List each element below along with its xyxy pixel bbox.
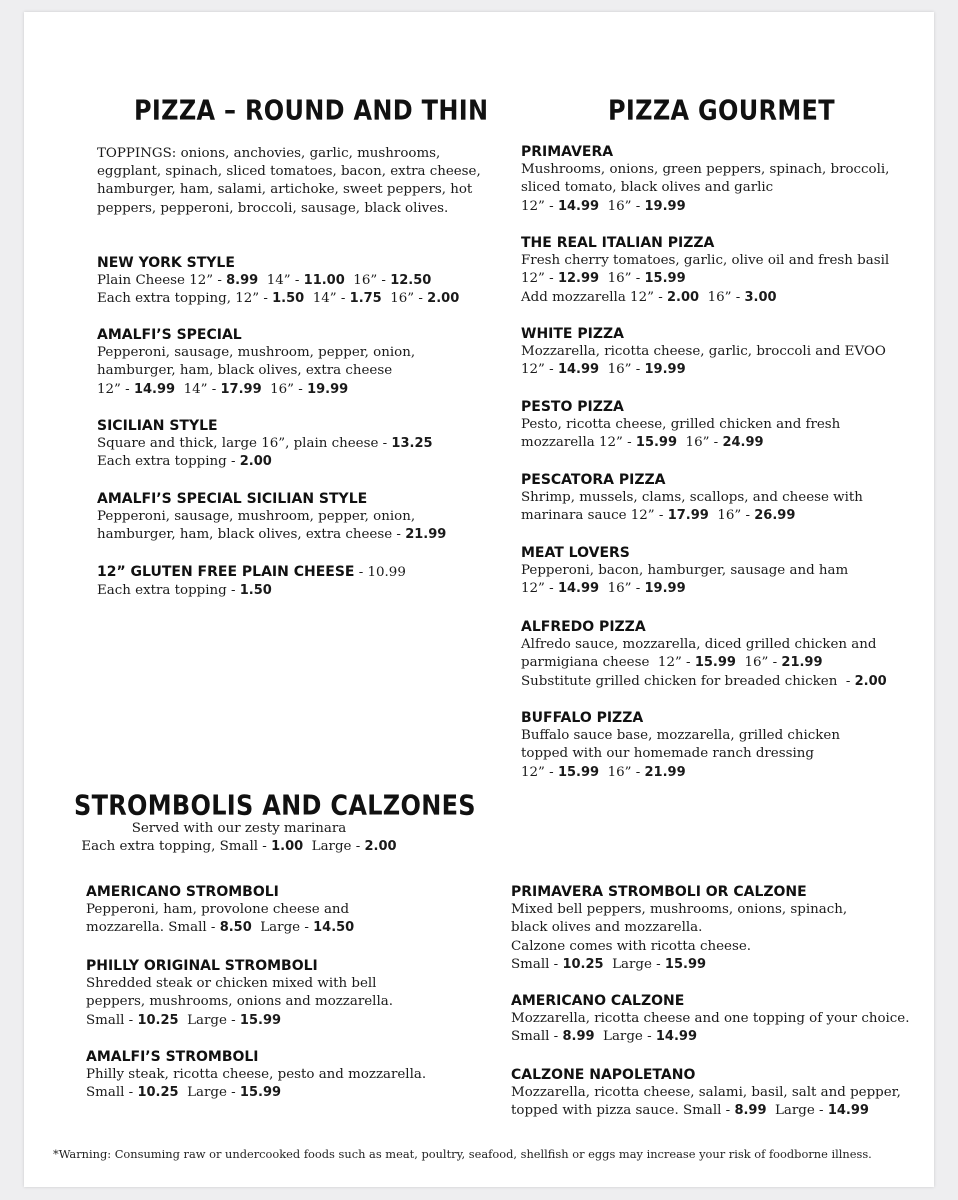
- menu-item-new-york-style: [97, 254, 459, 309]
- item-price-line: Add mozzarella 12” - 2.00 16” - 3.00: [521, 289, 777, 305]
- item-description: Alfredo sauce, mozzarella, diced grilled chicken and: [521, 637, 877, 653]
- item-name: AMALFI’S SPECIAL SICILIAN STYLE: [97, 491, 368, 507]
- item-price-line: mozzarella 12” - 15.99 16” - 24.99: [521, 435, 764, 451]
- item-price-line: Each extra topping, Small - 1.00 Large - 2.00: [81, 839, 397, 855]
- item-price-line: 12” - 12.99 16” - 15.99: [521, 271, 686, 287]
- item-description: Mozzarella, ricotta cheese, salami, basil, salt and pepper,: [511, 1085, 901, 1101]
- menu-item-alfredo-pizza: [521, 618, 887, 691]
- menu-item-buffalo-pizza: [521, 709, 840, 782]
- item-name: BUFFALO PIZZA: [521, 710, 644, 726]
- menu-item-amalfis-stromboli: [86, 1048, 426, 1103]
- food-safety-warning: *Warning: Consuming raw or undercooked foods such as meat, poultry, seafood, shellfish or eggs may increase your risk of foodborne illness.: [53, 1147, 872, 1161]
- item-name: NEW YORK STYLE: [97, 255, 235, 271]
- item-description: sliced tomato, black olives and garlic: [521, 180, 774, 196]
- menu-item-americano-calzone: [511, 992, 909, 1047]
- item-price-line: 12” - 14.99 16” - 19.99: [521, 198, 686, 214]
- item-name: AMALFI’S SPECIAL: [97, 327, 242, 343]
- item-price-line: Each extra topping, 12” - 1.50 14” - 1.75 16” - 2.00: [97, 291, 460, 307]
- item-description: Buffalo sauce base, mozzarella, grilled chicken: [521, 728, 840, 744]
- item-name: AMERICANO STROMBOLI: [86, 884, 279, 900]
- item-description: Mushrooms, onions, green peppers, spinach, broccoli,: [521, 162, 890, 178]
- item-description: peppers, mushrooms, onions and mozzarella.: [86, 994, 393, 1010]
- item-price-line: hamburger, ham, black olives, extra cheese - 21.99: [97, 527, 447, 543]
- item-price-line: Plain Cheese 12” - 8.99 14” - 11.00 16” - 12.50: [97, 273, 432, 289]
- item-name: PESTO PIZZA: [521, 399, 624, 415]
- item-price-line: 12” - 15.99 16” - 21.99: [521, 764, 686, 780]
- item-name: PESCATORA PIZZA: [521, 472, 666, 488]
- menu-item-amalfis-special: [97, 326, 415, 399]
- item-description: Mozzarella, ricotta cheese and one topping of your choice.: [511, 1011, 910, 1027]
- item-price-line: topped with pizza sauce. Small - 8.99 Large - 14.99: [511, 1103, 869, 1119]
- item-description: Fresh cherry tomatoes, garlic, olive oil and fresh basil: [521, 253, 890, 269]
- item-description: Pesto, ricotta cheese, grilled chicken and fresh: [521, 417, 841, 433]
- item-name: ALFREDO PIZZA: [521, 619, 646, 635]
- item-description: Shredded steak or chicken mixed with bell: [86, 976, 377, 992]
- item-name: PRIMAVERA STROMBOLI OR CALZONE: [511, 884, 807, 900]
- item-description: Pepperoni, sausage, mushroom, pepper, onion,: [97, 345, 416, 361]
- item-price-line: 12” - 14.99 16” - 19.99: [521, 581, 686, 597]
- item-description: Pepperoni, bacon, hamburger, sausage and ham: [521, 563, 849, 579]
- item-price-line: mozzarella. Small - 8.50 Large - 14.50: [86, 920, 355, 936]
- item-price-line: 12” - 14.99 14” - 17.99 16” - 19.99: [97, 381, 349, 397]
- item-price-line: 12” - 14.99 16” - 19.99: [521, 362, 686, 378]
- item-description: Mozzarella, ricotta cheese, garlic, broccoli and EVOO: [521, 344, 886, 360]
- strombolis-intro: [74, 820, 404, 856]
- item-name: CALZONE NAPOLETANO: [511, 1067, 696, 1083]
- item-description: Philly steak, ricotta cheese, pesto and mozzarella.: [86, 1067, 427, 1083]
- item-price-line: parmigiana cheese 12” - 15.99 16” - 21.99: [521, 655, 823, 671]
- menu-item-pesto-pizza: [521, 398, 840, 453]
- item-name-line: 12” GLUTEN FREE PLAIN CHEESE - 10.99: [97, 564, 406, 580]
- item-description: Pepperoni, sausage, mushroom, pepper, onion,: [97, 509, 416, 525]
- item-name: PRIMAVERA: [521, 144, 614, 160]
- menu-page: [24, 12, 934, 1187]
- menu-item-americano-stromboli: [86, 883, 354, 938]
- toppings-list: TOPPINGS: onions, anchovies, garlic, mushrooms, eggplant, spinach, sliced tomatoes, bacon, extra cheese, hamburger, ham, salami, artichoke, sweet peppers, hot peppers, pepperoni, broccoli, sausage, black olives.: [97, 146, 481, 216]
- menu-item-philly-stromboli: [86, 957, 393, 1030]
- item-price-line: marinara sauce 12” - 17.99 16” - 26.99: [521, 508, 796, 524]
- item-name: MEAT LOVERS: [521, 545, 630, 561]
- item-price-line: Each extra topping - 2.00: [97, 454, 272, 470]
- menu-item-gluten-free: [97, 563, 406, 600]
- section-heading-pizza-round: PIZZA – ROUND AND THIN: [134, 94, 489, 127]
- menu-item-primavera-calzone: [511, 883, 847, 974]
- item-name: AMERICANO CALZONE: [511, 993, 685, 1009]
- item-price-line: Small - 10.25 Large - 15.99: [511, 956, 707, 972]
- menu-item-amalfis-special-sicilian: [97, 490, 446, 545]
- item-name: PHILLY ORIGINAL STROMBOLI: [86, 958, 318, 974]
- menu-item-pescatora-pizza: [521, 471, 863, 526]
- item-name: WHITE PIZZA: [521, 326, 624, 342]
- item-price-line: Substitute grilled chicken for breaded chicken - 2.00: [521, 673, 887, 689]
- menu-item-meat-lovers: [521, 544, 848, 599]
- item-description: Shrimp, mussels, clams, scallops, and cheese with: [521, 490, 863, 506]
- item-name: AMALFI’S STROMBOLI: [86, 1049, 259, 1065]
- item-description: Pepperoni, ham, provolone cheese and: [86, 902, 350, 918]
- item-price-line: Small - 10.25 Large - 15.99: [86, 1085, 282, 1101]
- section-heading-strombolis: STROMBOLIS AND CALZONES: [74, 789, 476, 822]
- item-name: THE REAL ITALIAN PIZZA: [521, 235, 715, 251]
- item-description: Mixed bell peppers, mushrooms, onions, spinach,: [511, 902, 848, 918]
- section-subtitle: Served with our zesty marinara: [131, 821, 347, 836]
- item-price-line: Small - 8.99 Large - 14.99: [511, 1029, 697, 1045]
- section-heading-pizza-gourmet: PIZZA GOURMET: [608, 94, 835, 127]
- item-description: topped with our homemade ranch dressing: [521, 746, 814, 762]
- item-description: Calzone comes with ricotta cheese.: [511, 938, 752, 954]
- menu-item-white-pizza: [521, 325, 886, 380]
- item-price-line: Each extra topping - 1.50: [97, 583, 272, 599]
- item-name: SICILIAN STYLE: [97, 418, 218, 434]
- menu-item-primavera: [521, 143, 889, 216]
- item-description: black olives and mozzarella.: [511, 920, 703, 936]
- menu-item-real-italian: [521, 234, 889, 307]
- menu-item-calzone-napoletano: [511, 1066, 901, 1121]
- item-price-line: Small - 10.25 Large - 15.99: [86, 1012, 282, 1028]
- menu-item-sicilian-style: [97, 417, 433, 472]
- item-price-line: Square and thick, large 16”, plain cheese - 13.25: [97, 436, 433, 452]
- item-description: hamburger, ham, black olives, extra cheese: [97, 363, 393, 379]
